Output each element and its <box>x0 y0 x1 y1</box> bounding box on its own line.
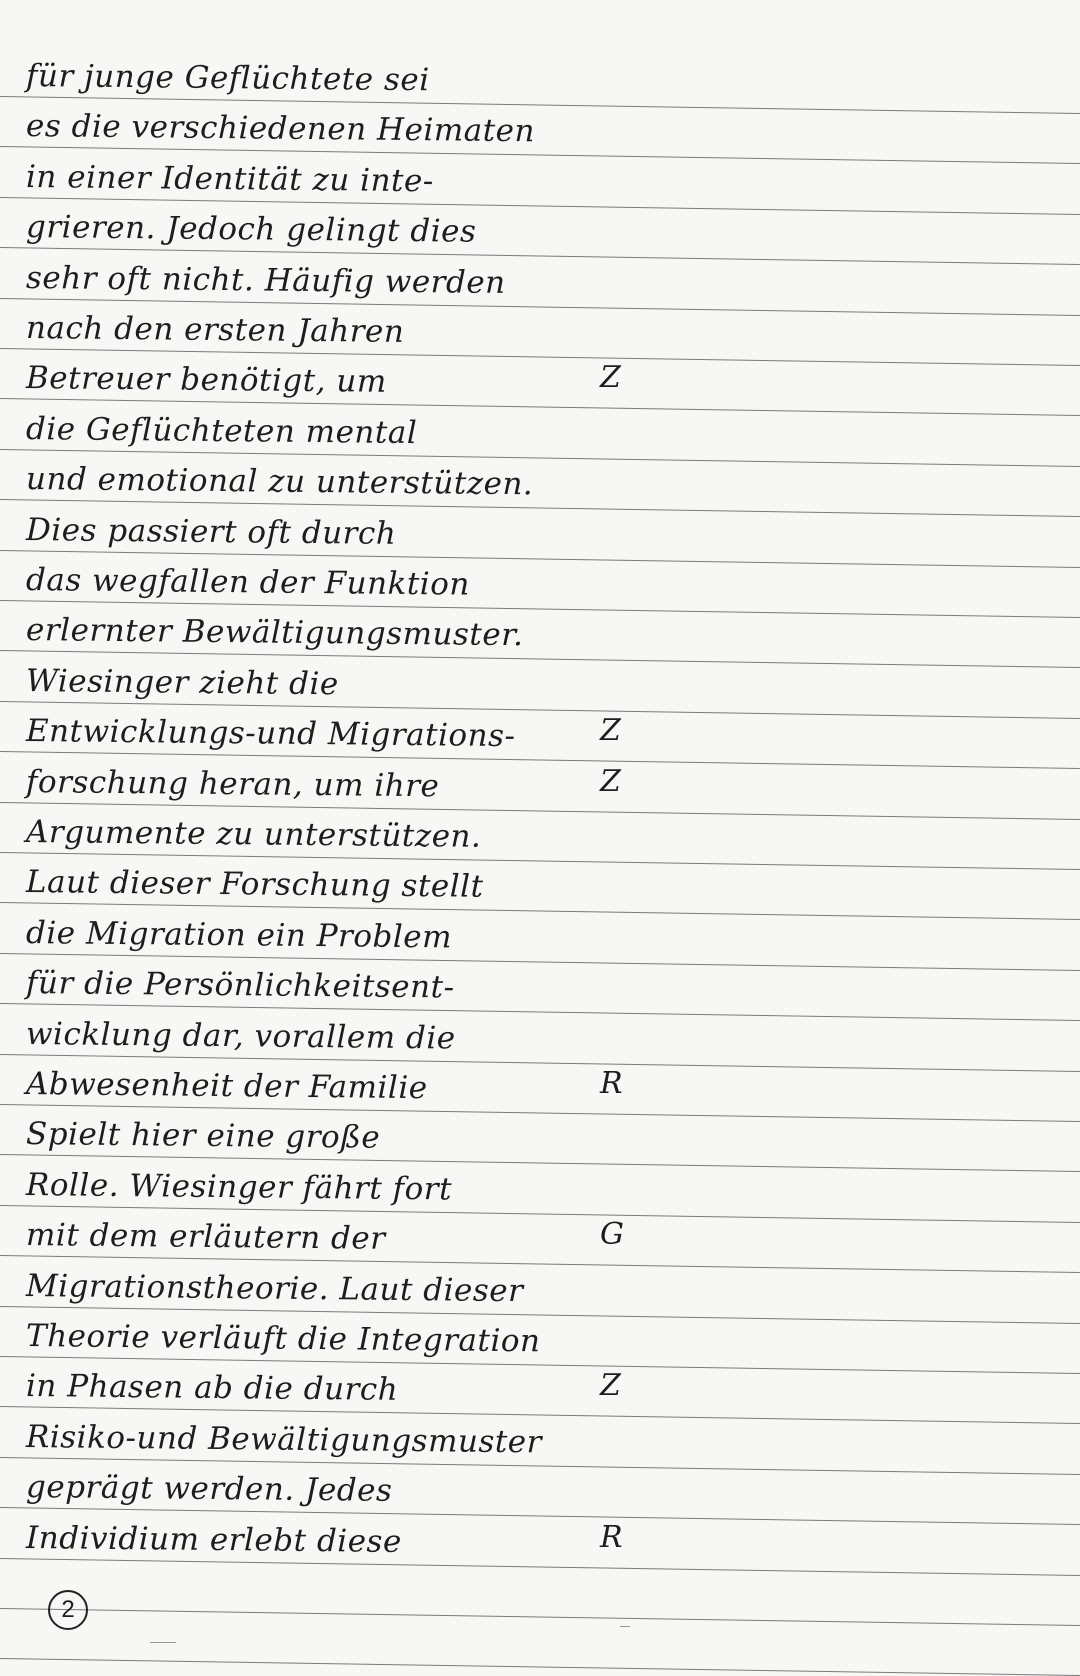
ruled-line <box>0 1608 1080 1626</box>
text-line: Individium erlebt diese <box>25 1519 402 1560</box>
margin-mark: R <box>600 1519 623 1555</box>
text-line: forschung heran, um ihre <box>25 763 440 804</box>
margin-mark: Z <box>600 713 621 749</box>
margin-mark: Z <box>600 763 621 799</box>
pencil-mark <box>150 1642 176 1643</box>
text-line: die Migration ein Problem <box>25 914 453 956</box>
text-line: nach den ersten Jahren <box>25 310 405 350</box>
text-line: Abwesenheit der Familie <box>25 1066 428 1107</box>
text-line: Entwicklungs-und Migrations- <box>25 713 516 755</box>
margin-mark: Z <box>600 360 621 396</box>
text-line: Rolle. Wiesinger fährt fort <box>25 1166 453 1208</box>
ruled-line <box>0 1658 1080 1676</box>
text-line: und emotional zu unterstützen. <box>25 461 534 503</box>
text-line: in Phasen ab die durch <box>25 1368 399 1409</box>
text-line: Dies passiert oft durch <box>25 511 397 552</box>
text-line: Theorie verläuft die Integration <box>25 1318 541 1360</box>
text-line: es die verschiedenen Heimaten <box>25 108 536 150</box>
text-line: das wegfallen der Funktion <box>25 562 471 603</box>
margin-mark: Z <box>600 1368 621 1404</box>
text-line: Spielt hier eine große <box>25 1116 381 1157</box>
text-line: die Geflüchteten mental <box>25 410 418 451</box>
text-line: geprägt werden. Jedes <box>25 1469 393 1510</box>
page-number: 2 <box>48 1590 88 1630</box>
text-line: Risiko-und Bewältigungsmuster <box>25 1418 543 1461</box>
text-line: grieren. Jedoch gelingt dies <box>25 209 477 250</box>
text-line: wicklung dar, vorallem die <box>25 1015 456 1057</box>
text-line: in einer Identität zu inte- <box>25 158 434 200</box>
pencil-mark <box>620 1626 630 1627</box>
text-line: für die Persönlichkeitsent- <box>25 965 455 1006</box>
margin-mark: G <box>600 1217 624 1253</box>
text-line: Laut dieser Forschung stellt <box>25 864 484 906</box>
margin-mark: R <box>600 1066 623 1101</box>
text-line: Wiesinger zieht die <box>25 662 339 703</box>
text-line: Betreuer benötigt, um <box>25 360 387 401</box>
text-line: Argumente zu unterstützen. <box>25 814 482 855</box>
text-line: für junge Geflüchtete sei <box>25 58 430 99</box>
text-line: erlernter Bewältigungsmuster. <box>25 612 524 654</box>
text-line: mit dem erläutern der <box>25 1217 386 1257</box>
text-line: sehr oft nicht. Häufig werden <box>25 259 506 301</box>
text-line: Migrationstheorie. Laut dieser <box>25 1267 524 1309</box>
